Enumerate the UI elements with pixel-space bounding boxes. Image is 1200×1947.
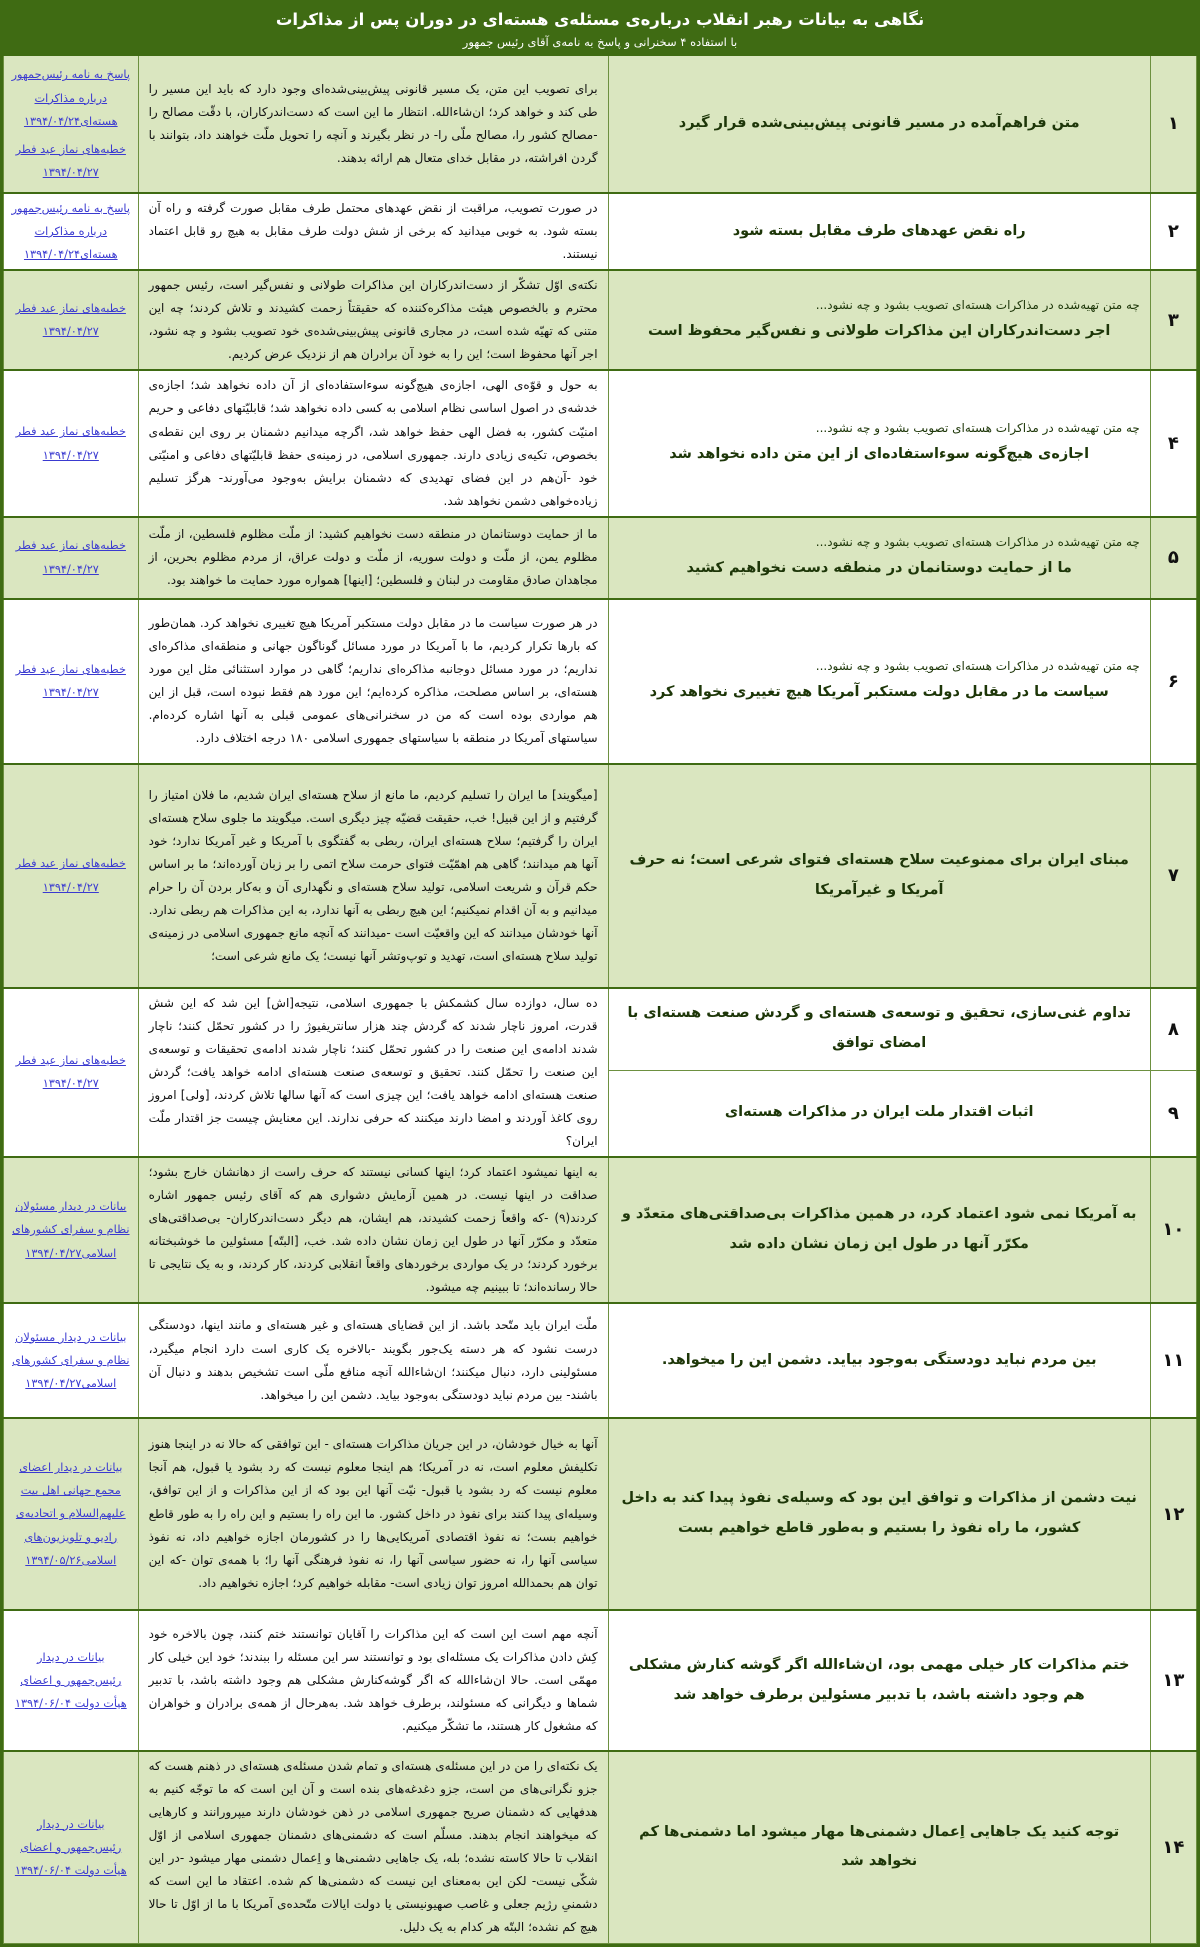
source-date: ۱۳۹۴/۰۴/۲۷ [42, 325, 99, 339]
source-label: بیانات در دیدار مسئولان نظام و سفرای کشورهای اسلامی [12, 1330, 130, 1391]
source-date: ۱۳۹۴/۰۴/۲۷ [25, 1246, 82, 1260]
source-label: بیانات در دیدار رئیس‌جمهور و اعضای هیأت دولت [20, 1650, 127, 1711]
row-sources [4, 1751, 139, 1943]
table-row [4, 193, 1197, 270]
document-title: نگاهی به بیانات رهبر انقلاب درباره‌ی مسئله‌ی هسته‌ای در دوران پس از مذاکرات [275, 10, 925, 29]
row-body: نکته‌ی اوّل تشکّر از دست‌اندرکاران این مذاکرات طولانی و نفس‌گیر است، رئیس جمهور محترم و بالخصوص هیئت مذاکره‌کننده که حقیقتاً زحمت کشیدند و تلاش کردند؛ چه این متنی که تهیّه شده است، در مجاری قانونی پیش‌بینی‌شده‌ی خود تصویب بشود و چه نشود، اجر آنها محفوظ است؛ این را به خود آن برادران هم از نزدیک عرض کردیم. [138, 270, 608, 370]
row-title-cell [608, 988, 1150, 1071]
row-body: برای تصویب این متن، یک مسیر قانونی پیش‌بینی‌شده‌ای وجود دارد که باید این مسیر را طی کند و خواهد کرد؛ ان‌شاءالله. انتظار ما این است که دست‌اندرکاران، با دقّت مصالح را -مصالح کشور را، مصالح ملّی را- در نظر بگیرند و آنچه را تحویل ملّت خواهند داد، بتوانند با گردن افراشته، در مقابل خدای متعال هم ارائه بدهند. [138, 55, 608, 193]
row-title: به آمریکا نمی شود اعتماد کرد، در همین مذاکرات بی‌صداقتی‌های متعدّد و مکرّر آنها در طول این زمان نشان داده شد [621, 1206, 1137, 1252]
row-sources [4, 1418, 139, 1610]
row-title: تداوم غنی‌سازی، تحقیق و توسعه‌ی هسته‌ای و گردش صنعت هسته‌ای با امضای توافق [627, 1005, 1131, 1052]
source-label: خطبه‌های نماز عید فطر [15, 857, 126, 871]
row-number: ۱ [1150, 55, 1196, 193]
row-title-cell [608, 1610, 1150, 1751]
row-number: ۱۱ [1150, 1303, 1196, 1418]
source-date: ۱۳۹۴/۰۴/۲۴ [23, 248, 81, 262]
source-label: خطبه‌های نماز عید فطر [15, 425, 126, 439]
row-title-cell [608, 193, 1150, 270]
row-body: یک نکته‌ای را من در این مسئله‌ی هسته‌ای و تمام شدن مسئله‌ی هسته‌ای در ذهنم هست که جزو نگرانی‌های من است، جزو دغدغه‌های بنده است و آن این است که ما توجّه کنیم به هدفهایی که دشمنان صریح جمهوری اسلامی در ذهن خودشان دارند میپرورانند و کارهایی که میخواهند انجام بدهند. مسلّم است که دشمنی‌های دشمنان جمهوری اسلامی از اوّل انقلاب تا حالا کاسته نشده؛ بله، یک جاهایی دشمنی‌ها و اِعمال دشمنی مهار میشود -در این شکّی نیست- لکن این به‌معنای این نیست که دشمنی‌ها کم شده. اعتقاد ما این است که دشمنیِ رژیم جعلی و غاصب صهیونیستی یا دولت ایالات متّحده‌ی آمریکا با ما از اوّل تا حالا هیچ کم نشده؛ البتّه هر کدام به یک دلیل. [138, 1751, 608, 1943]
source-date: ۱۳۹۴/۰۴/۲۷ [42, 166, 99, 180]
table-row [4, 1418, 1197, 1610]
row-title-prefix: چه متن تهیه‌شده در مذاکرات هسته‌ای تصویب بشود و چه نشود... [815, 421, 1140, 436]
row-body: ما از حمایت دوستانمان در منطقه دست نخواهیم کشید: از ملّت مظلوم فلسطین، از ملّت مظلوم یمن، از ملّت و دولت سوریه، از ملّت و دولت عراق، از مردم مظلوم بحرین، از مجاهدان صادق مقاومت در لبنان و فلسطین؛ [اینها] همواره مورد حمایت ما خواهند بود. [138, 517, 608, 599]
source-label: خطبه‌های نماز عید فطر [15, 1054, 126, 1068]
row-body: ده سال، دوازده سال کشمکش با جمهوری اسلامی، نتیجه[اش] این شد که این شش قدرت، امروز ناچار شدند که گردش چند هزار سانتریفیوژ را در کشور تحمّل کنند؛ ناچار شدند ادامه‌ی این صنعت را در کشور تحمّل کنند؛ ناچار شدند ادامه‌ی تحقیقات و توسعه‌ی این صنعت را تحمّل کنند. تحقیق و توسعه‌ی صنعت هسته‌ای ادامه خواهد یافت؛ گردش صنعت هسته‌ای ادامه خواهد یافت؛ این چیزی است که آنها سالها تلاش کردند، [ولی] امروز روی کاغذ آوردند و امضا دارند میکنند که حرفی ندارند. این معنایش چیست جز اقتدار ملّت ایران؟ [138, 988, 608, 1157]
source-date: ۱۳۹۴/۰۴/۲۷ [42, 562, 99, 576]
row-sources [4, 517, 139, 599]
row-body: [میگویند] ما ایران را تسلیم کردیم، ما مانع از سلاح هسته‌ای ایران شدیم، ما فلان امتیاز را گرفتیم و از این قبیل! خب، حقیقت قضیّه چیز دیگری است. میگویند ما جلوی سلاح هسته‌ای ایران را گرفتیم؛ سلاح هسته‌ای ایران، ربطی به گفتگوی با آمریکا و غیر آمریکا ندارد؛ خود آنها هم میدانند؛ گاهی هم اهمّیّت فتوای حرمت سلاح اتمی را بر زبان آورده‌اند؛ ما بر اساس حکم قرآن و شریعت اسلامی، تولید سلاح هسته‌ای و نگهداری آن و به‌کار بردن آن را حرام میدانیم و به آن اقدام نمیکنیم؛ این هیچ ربطی به آنها ندارد، به این مذاکرات هم ربطی ندارد. آنها خودشان میدانند که این واقعیّت است -میدانند که آنچه مانع جمهوری اسلامی در زمینه‌ی تولید سلاح هسته‌ای است، تهدید و توپ‌وتشر آنها نیست؛ یک مانع شرعی است؛ [138, 764, 608, 988]
table-row [4, 517, 1197, 599]
source-link[interactable] [9, 1813, 133, 1882]
row-title-cell [608, 1418, 1150, 1610]
row-body: در صورت تصویب، مراقبت از نقض عهدهای محتمل طرف مقابل صورت گرفته و راه آن بسته شود. به خوبی میدانید که برخی از شش دولت طرف مقابل به هیچ رو قابل اعتماد نیستند. [138, 193, 608, 270]
row-title-cell [608, 370, 1150, 516]
row-sources [4, 1303, 139, 1418]
row-body: به حول و قوّه‌ی الهی، اجازه‌ی هیچ‌گونه سوءاستفاده‌ای از آن داده نخواهد شد؛ اجازه‌ی خدشه‌ی در اصول اساسی نظام اسلامی به کسی داده نخواهد شد؛ قابلیّتهای دفاعی و حریم امنیّت کشور، به فضل الهی حفظ خواهد شد، اگرچه میدانیم دشمنان بر روی این نقطه‌ی بخصوص، تکیه‌ی زیادی دارند. جمهوری اسلامی، در زمینه‌ی حفظ قابلیّتهای دفاعی و امنیّتی خود -آن‌هم در این فضای تهدیدی که دشمنان برایش به‌وجود می‌آورند- هرگز تسلیم زیاده‌خواهی دشمن نخواهد شد. [138, 370, 608, 516]
row-title-cell [608, 1303, 1150, 1418]
row-number: ۱۲ [1150, 1418, 1196, 1610]
row-title: اجازه‌ی هیچ‌گونه سوءاستفاده‌ای از این متن داده نخواهد شد [669, 446, 1090, 463]
source-link[interactable] [9, 197, 133, 266]
source-label: پاسخ به نامه رئیس‌جمهور درباره مذاکرات هسته‌ای [11, 68, 130, 128]
row-sources [4, 1157, 139, 1303]
source-label: پاسخ به نامه رئیس‌جمهور درباره مذاکرات هسته‌ای [11, 201, 130, 262]
row-body: در هر صورت سیاست ما در مقابل دولت مستکبر آمریکا هیچ تغییری نخواهد کرد. همان‌طور که بارها تکرار کردیم، ما با آمریکا در مورد مسائل گوناگون جهانی و منطقه‌ای مذاکره‌ای نداریم؛ در مورد مسائل دوجانبه مذاکره‌ای نداریم؛ گاهی در موارد استثنائی مثل این مورد هسته‌ای، بر اساس مصلحت، مذاکره کرده‌ایم؛ این مورد هم فقط نبوده است، قبل از این هم مواردی بوده است که من در سخنرانی‌های عمومی قبلی به آنها اشاره کرده‌ام. سیاستهای آمریکا در منطقه با سیاستهای جمهوری اسلامی ۱۸۰ درجه اختلاف دارد. [138, 599, 608, 764]
table-row [4, 1303, 1197, 1418]
source-label: خطبه‌های نماز عید فطر [15, 539, 126, 553]
source-link[interactable] [9, 1456, 133, 1572]
source-date: ۱۳۹۴/۰۶/۰۴ [14, 1863, 72, 1877]
row-body: ملّت ایران باید متّحد باشد. از این قضایای هسته‌ای و غیر هسته‌ای و مانند اینها، دودستگی درست نشود که هر دسته یک‌جور بگویند -بالاخره یک کاری است دارد انجام میگیرد، مسئولینی دارد، دنبال میکنند؛ ان‌شاءالله آنچه منافع ملّی است تشخیص بدهند و دنبال آن باشند- بین مردم نباید دودستگی به‌وجود بیاید. دشمن این را میخواهد. [138, 1303, 608, 1418]
row-number: ۵ [1150, 517, 1196, 599]
source-link[interactable] [9, 138, 133, 184]
row-sources [4, 988, 139, 1157]
row-number: ۱۰ [1150, 1157, 1196, 1303]
row-title: اثبات اقتدار ملت ایران در مذاکرات هسته‌ای [724, 1104, 1034, 1121]
row-title: راه نقض عهدهای طرف مقابل بسته شود [732, 222, 1026, 239]
row-title-cell [608, 764, 1150, 988]
table-row [4, 599, 1197, 764]
table-row [4, 1157, 1197, 1303]
table-row [4, 370, 1197, 516]
source-date: ۱۳۹۴/۰۶/۰۴ [14, 1697, 72, 1711]
row-body: آنها به خیال خودشان، در این جریان مذاکرات هسته‌ای - این توافقی که حالا نه در اینجا هنوز تکلیفش معلوم است، نه در آمریکا؛ هم اینجا معلوم نیست که رد بشود یا قبول، هم آنجا معلوم نیست که رد بشود یا قبول- نیّت آنها این بود که از این مذاکرات و از این توافق، وسیله‌ای پیدا کنند برای نفوذ در داخل کشور. ما این راه را بستیم و این راه را به طور قاطع خواهیم بست؛ نه نفوذ اقتصادی آمریکایی‌ها را در کشورمان اجازه خواهیم داد، نه نفوذ سیاسی آنها را، نه حضور سیاسی آنها را، نه نفوذ فرهنگی آنها را؛ با همه‌ی توان -که این توان هم بحمدالله امروز توان زیادی است- مقابله خواهیم کرد؛ اجازه نخواهیم داد. [138, 1418, 608, 1610]
source-link[interactable] [9, 658, 133, 704]
row-title: مبنای ایران برای ممنوعیت سلاح هسته‌ای فتوای شرعی است؛ نه حرف آمریکا و غیرآمریکا [629, 851, 1129, 898]
source-link[interactable] [9, 63, 133, 132]
row-title-cell [608, 55, 1150, 193]
table-row [4, 1610, 1197, 1751]
source-label: بیانات در دیدار مسئولان نظام و سفرای کشورهای اسلامی [12, 1200, 130, 1260]
row-sources [4, 270, 139, 370]
row-title-cell [608, 1751, 1150, 1943]
table-row [4, 988, 1197, 1071]
source-link[interactable] [9, 1195, 133, 1264]
source-date: ۱۳۹۴/۰۵/۲۶ [25, 1553, 82, 1567]
row-title-cell [608, 270, 1150, 370]
row-title-cell [608, 1157, 1150, 1303]
row-number: ۲ [1150, 193, 1196, 270]
source-label: بیانات در دیدار رئیس‌جمهور و اعضای هیأت دولت [20, 1817, 127, 1877]
source-link[interactable] [9, 297, 133, 343]
row-number: ۳ [1150, 270, 1196, 370]
row-number: ۸ [1150, 988, 1196, 1071]
row-title-cell [608, 517, 1150, 599]
row-number: ۴ [1150, 370, 1196, 516]
row-number: ۹ [1150, 1070, 1196, 1157]
row-title: اجر دست‌اندرکاران این مذاکرات طولانی و نفس‌گیر محفوظ است [647, 322, 1111, 339]
row-title: سیاست ما در مقابل دولت مستکبر آمریکا هیچ تغییری نخواهد کرد [649, 683, 1109, 700]
row-sources [4, 370, 139, 516]
source-date: ۱۳۹۴/۰۴/۲۷ [42, 686, 99, 700]
row-title: بین مردم نباید دودستگی به‌وجود بیاید. دشمن این را میخواهد. [661, 1351, 1097, 1368]
source-date: ۱۳۹۴/۰۴/۲۴ [23, 114, 81, 128]
row-body: آنچه مهم است این است که این مذاکرات را آقایان توانستند ختم کنند، چون بالاخره خود کِش دادن مذاکرات یک مسئله‌ای بود و توانستند سر این مسئله را ببندند؛ خود این خیلی کار مهمّی است. حالا ان‌شاءالله که اگر گوشه‌کنارش مشکلی هم وجود داشته باشد، با تدبیر شماها و دیگرانی که مسئولند، برطرف خواهد شد. به‌هرحال از همه‌ی برادران و خواهران که مشغول کار هستند، ما تشکّر میکنیم. [138, 1610, 608, 1751]
source-date: ۱۳۹۴/۰۴/۲۷ [42, 880, 99, 894]
row-title: متن فراهم‌آمده در مسیر قانونی پیش‌بینی‌شده قرار گیرد [678, 114, 1080, 131]
row-title-prefix: چه متن تهیه‌شده در مذاکرات هسته‌ای تصویب بشود و چه نشود... [815, 535, 1140, 550]
row-title-cell [608, 599, 1150, 764]
row-sources [4, 599, 139, 764]
source-label: بیانات در دیدار اعضای مجمع جهانی اهل بیت علیهم‌السلام و اتحادیه‌ی رادیو و تلویزیون‌های اسلامی [15, 1461, 126, 1567]
row-title: ما از حمایت دوستانمان در منطقه دست نخواهیم کشید [686, 560, 1072, 577]
source-label: خطبه‌های نماز عید فطر [15, 142, 126, 156]
row-sources [4, 764, 139, 988]
source-link[interactable] [9, 852, 133, 898]
source-link[interactable] [9, 534, 133, 580]
source-date: ۱۳۹۴/۰۴/۲۷ [25, 1377, 82, 1391]
source-date: ۱۳۹۴/۰۴/۲۷ [42, 1077, 99, 1091]
table-row [4, 1751, 1197, 1943]
row-title: نیت دشمن از مذاکرات و توافق این بود که وسیله‌ی نفوذ پیدا کند به داخل کشور، ما راه نفوذ را بستیم و به‌طور قاطع خواهیم بست [621, 1490, 1137, 1537]
row-number: ۷ [1150, 764, 1196, 988]
table-row [4, 55, 1197, 193]
row-number: ۱۳ [1150, 1610, 1196, 1751]
document-subtitle: با استفاده ۴ سخنرانی و پاسخ به نامه‌ی آقای رئیس جمهور [462, 34, 738, 49]
document-header [3, 3, 1197, 54]
source-link[interactable] [9, 1326, 133, 1395]
row-title-cell [608, 1070, 1150, 1157]
source-date: ۱۳۹۴/۰۴/۲۷ [42, 448, 99, 462]
source-label: خطبه‌های نماز عید فطر [15, 662, 126, 676]
row-title-prefix: چه متن تهیه‌شده در مذاکرات هسته‌ای تصویب بشود و چه نشود... [815, 658, 1140, 673]
source-label: خطبه‌های نماز عید فطر [15, 302, 126, 316]
row-sources [4, 1610, 139, 1751]
row-title: ختم مذاکرات کار خیلی مهمی بود، ان‌شاءالله اگر گوشه کنارش مشکلی هم وجود داشته باشد، با تدبیر مسئولین برطرف خواهد شد [628, 1656, 1130, 1703]
table-row [4, 270, 1197, 370]
row-number: ۶ [1150, 599, 1196, 764]
row-sources [4, 193, 139, 270]
row-sources [4, 55, 139, 193]
table-row [4, 764, 1197, 988]
source-link[interactable] [9, 420, 133, 466]
row-body: به اینها نمیشود اعتماد کرد؛ اینها کسانی نیستند که حرف راست از دهانشان خارج بشود؛ صداقت در اینها نیست. در همین آزمایش دشواری هم که آقای رئیس جمهور اشاره کردند(۹) -که واقعاً زحمت کشیدند، هم ایشان، هم دیگر دست‌اندرکاران- بی‌صداقتی‌های متعدّد و مکرّر آنها در طول این زمان نشان داده شد. خب، [البتّه] مسئولین ما خوشبختانه برخورد کردند؛ در یک مواردی برخوردهای واقعاً انقلابی کردند، کار کردند، و به یک نتایجی تا حالا رسانده‌اند؛ تا ببینیم چه میشود. [138, 1157, 608, 1303]
source-link[interactable] [9, 1049, 133, 1095]
source-link[interactable] [9, 1646, 133, 1715]
statements-table [3, 54, 1197, 1944]
row-title-prefix: چه متن تهیه‌شده در مذاکرات هسته‌ای تصویب بشود و چه نشود... [815, 298, 1140, 313]
row-number: ۱۴ [1150, 1751, 1196, 1943]
row-title: توجه کنید یک جاهایی اِعمال دشمنی‌ها مهار میشود اما دشمنی‌ها کم نخواهد شد [639, 1823, 1120, 1870]
